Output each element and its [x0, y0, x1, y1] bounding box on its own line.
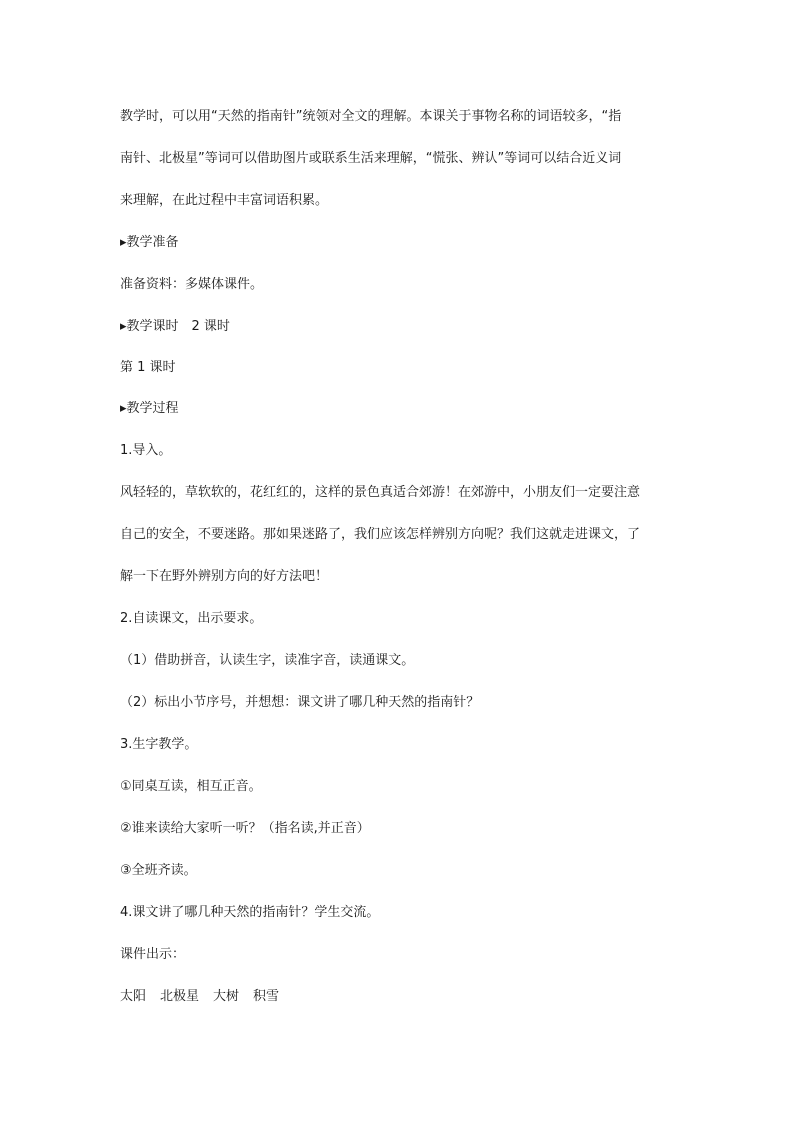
step2-title: 2.自读课文，出示要求。: [120, 611, 263, 626]
intro-line-2: 南针、北极星”等词可以借助图片或联系生活来理解，“慌张、辨认”等词可以结合近义词: [120, 151, 622, 166]
process-heading: ▸教学过程: [120, 401, 179, 416]
compass-word-list: [120, 986, 279, 1007]
step3-item-3: ③全班齐读。: [120, 863, 197, 878]
step1-line-2: 自己的安全，不要迷路。那如果迷路了，我们应该怎样辨别方向呢？我们这就走进课文，了: [120, 527, 641, 542]
compass-word-snow: 积雪: [253, 989, 280, 1004]
step1-title: 1.导入。: [120, 443, 172, 458]
step2-item-1: （1）借助拼音，认读生字，读准字音，读通课文。: [120, 653, 415, 668]
step1-line-3: 解一下在野外辨别方向的好方法吧！: [120, 569, 329, 584]
compass-word-north-star: 北极星: [160, 989, 200, 1004]
step3-title: 3.生字教学。: [120, 737, 198, 752]
courseware-label: 课件出示：: [120, 947, 186, 962]
step3-item-1: ①同桌互读，相互正音。: [120, 779, 262, 794]
lesson-title: 第 1 课时: [120, 360, 176, 375]
step4-title: 4.课文讲了哪几种天然的指南针？学生交流。: [120, 905, 380, 920]
step2-item-2: （2）标出小节序号，并想想：课文讲了哪几种天然的指南针？: [120, 695, 480, 710]
compass-word-sun: 太阳: [120, 989, 147, 1004]
intro-line-1: 教学时，可以用“天然的指南针”统领对全文的理解。本课关于事物名称的词语较多，“指: [120, 109, 622, 124]
compass-word-tree: 大树: [213, 989, 240, 1004]
step3-item-2: ②谁来读给大家听一听？（指名读,并正音）: [120, 821, 370, 836]
intro-line-3: 来理解，在此过程中丰富词语积累。: [120, 193, 329, 208]
step1-line-1: 风轻轻的，草软软的，花红红的，这样的景色真适合郊游！在郊游中，小朋友们一定要注意: [120, 485, 641, 500]
prep-text: 准备资料：多媒体课件。: [120, 277, 264, 292]
hours-heading: ▸教学课时 2 课时: [120, 319, 230, 334]
prep-heading: ▸教学准备: [120, 235, 179, 250]
